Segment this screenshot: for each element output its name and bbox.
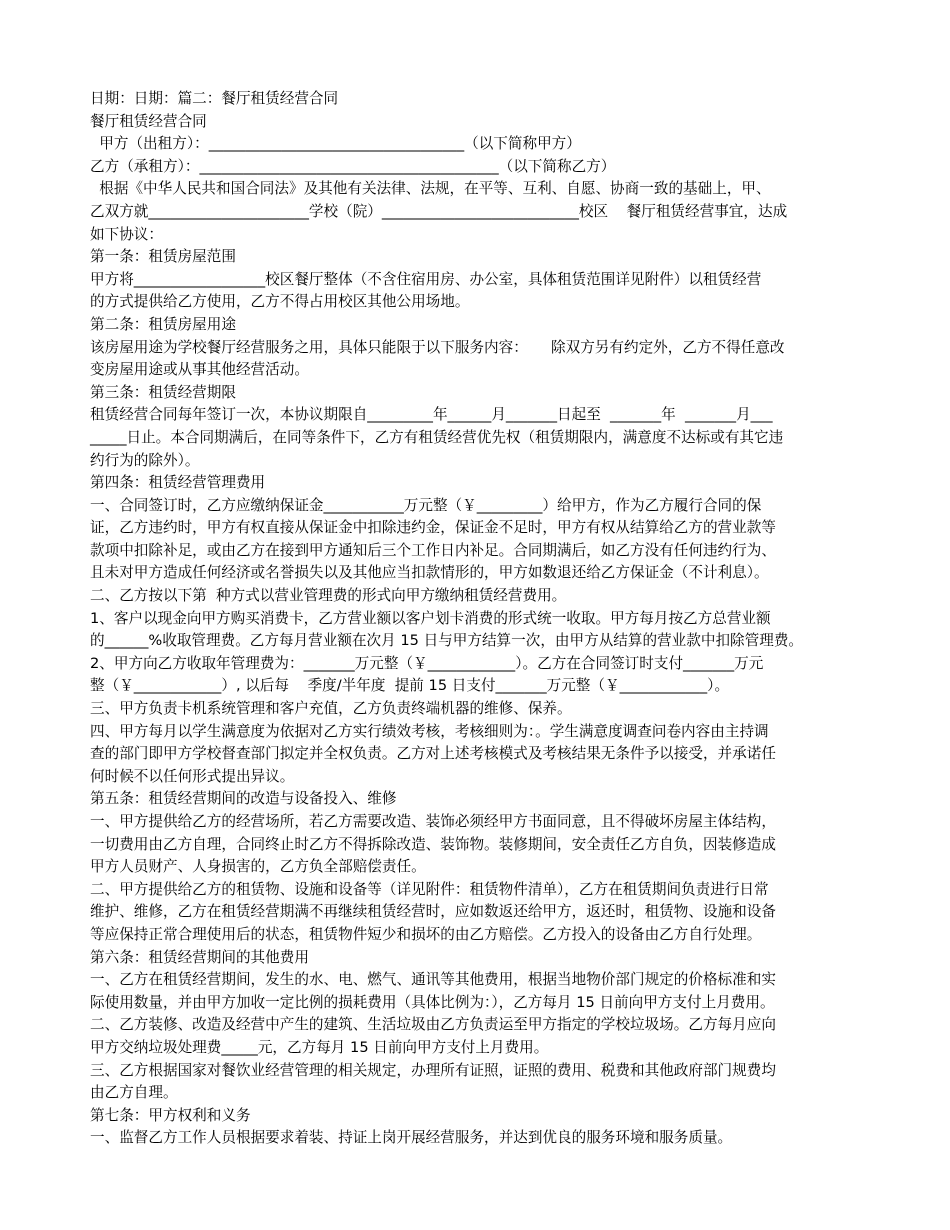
text-line: 2、甲方向乙方收取年管理费为：_______万元整（￥____________）。乙方在合同签订时支付_______万元: [90, 654, 764, 672]
text-line: 际使用数量，并由甲方加收一定比例的损耗费用（具体比例为：），乙方每月 15 日前向甲方支付上月费用。: [90, 993, 775, 1011]
text-line: 证，乙方违约时，甲方有权直接从保证金中扣除违约金，保证金不足时，甲方有权从结算给乙方的营业款等: [90, 519, 776, 537]
text-line: 查的部门即甲方学校督查部门拟定并全权负责。乙方对上述考核模式及考核结果无条件予以接受，并承诺任: [90, 745, 776, 763]
text-line: 根据《中华人民共和国合同法》及其他有关法律、法规，在平等、互利、自愿、协商一致的基础上，甲、: [90, 180, 771, 198]
text-line: 1、客户以现金向甲方购买消费卡，乙方营业额以客户划卡消费的形式统一收取。甲方每月按乙方总营业额: [90, 609, 771, 627]
text-line: 租赁经营合同每年签订一次，本协议期限自_________年______月_______日起至 _______年 _______月___: [90, 406, 773, 424]
text-line: 日期：日期：篇二：餐厅租赁经营合同: [90, 90, 339, 107]
text-line: 二、乙方装修、改造及经营中产生的建筑、生活垃圾由乙方负责运至甲方指定的学校垃圾场。乙方每月应向: [90, 1016, 776, 1034]
text-line: 一、监督乙方工作人员根据要求着装、持证上岗开展经营服务，并达到优良的服务环境和服务质量。: [90, 1129, 733, 1147]
section-heading: 第五条：租赁经营期间的改造与设备投入、维修: [90, 790, 397, 808]
text-line: 如下协议：: [90, 225, 163, 243]
text-line: 等应保持正常合理使用后的状态，租赁物件短少和损坏的由乙方赔偿。乙方投入的设备由乙方自行处理。: [90, 925, 762, 943]
text-line: 该房屋用途为学校餐厅经营服务之用，具体只能限于以下服务内容： 除双方另有约定外，乙方不得任意改: [90, 338, 785, 356]
section-heading: 第四条：租赁经营管理费用: [90, 474, 266, 492]
text-line: 甲方将__________________校区餐厅整体（不含住宿用房、办公室，具体租赁范围详见附件）以租赁经营: [90, 270, 762, 288]
text-line: 一、乙方在租赁经营期间，发生的水、电、燃气、通讯等其他费用，根据当地物价部门规定的价格标准和实: [90, 971, 776, 989]
text-line: _____日止。本合同期满后，在同等条件下，乙方有租赁经营优先权（租赁期限内，满意度不达标或有其它违: [90, 428, 784, 446]
contract-document: [90, 88, 865, 1150]
text-line: 的______%收取管理费。乙方每月营业额在次月 15 日与甲方结算一次，由甲方从结算的营业款中扣除管理费。: [90, 632, 804, 650]
text-line: 四、甲方每月以学生满意度为依据对乙方实行绩效考核，考核细则为：。学生满意度调查问卷内容由主持调: [90, 722, 769, 740]
text-line: 甲方（出租方）：___________________________________（以下简称甲方）: [90, 135, 581, 153]
text-line: 整（￥____________）, 以后每 季度/半年度 提前 15 日支付_______万元整（￥____________）。: [90, 677, 730, 695]
text-line: 一切费用由乙方自理，合同终止时乙方不得拆除改造、装饰物。装修期间，安全责任乙方自负，因装修造成: [90, 835, 776, 853]
text-line: 约行为的除外）。: [90, 451, 200, 469]
text-line: 且未对甲方造成任何经济或名誉损失以及其他应当扣款情形的，甲方如数退还给乙方保证金（不计利息）。: [90, 564, 769, 582]
text-line: 维护、维修，乙方在租赁经营期满不再继续租赁经营时，应如数返还给甲方，返还时，租赁物、设施和设备: [90, 903, 776, 921]
section-heading: 第二条：租赁房屋用途: [90, 315, 236, 333]
section-heading: 第一条：租赁房屋范围: [90, 248, 236, 266]
text-line: 款项中扣除补足，或由乙方在接到甲方通知后三个工作日内补足。合同期满后，如乙方没有任何违约行为、: [90, 541, 776, 559]
text-line: 二、乙方按以下第 种方式以营业管理费的形式向甲方缴纳租赁经营费用。: [90, 587, 567, 605]
text-line: 二、甲方提供给乙方的租赁物、设施和设备等（详见附件：租赁物件清单），乙方在租赁期间负责进行日常: [90, 880, 769, 898]
text-line: 变房屋用途或从事其他经营活动。: [90, 361, 309, 379]
text-line: 何时候不以任何形式提出异议。: [90, 767, 295, 785]
text-line: 乙方（承租方）：_________________________________________（以下简称乙方）: [90, 157, 616, 175]
text-line: 由乙方自理。: [90, 1084, 178, 1102]
section-heading: 第三条：租赁经营期限: [90, 383, 236, 401]
text-line: 甲方交纳垃圾处理费_____元，乙方每月 15 日前向甲方支付上月费用。: [90, 1038, 549, 1056]
text-line: 餐厅租赁经营合同: [90, 112, 207, 130]
text-line: 甲方人员财产、人身损害的，乙方负全部赔偿责任。: [90, 858, 426, 876]
text-line: 三、乙方根据国家对餐饮业经营管理的相关规定，办理所有证照，证照的费用、税费和其他政府部门规费均: [90, 1061, 776, 1079]
text-line: 一、合同签订时，乙方应缴纳保证金___________万元整（￥_________）给甲方，作为乙方履行合同的保: [90, 496, 762, 514]
section-heading: 第七条：甲方权利和义务: [90, 1106, 251, 1124]
text-line: 乙双方就______________________学校（院）___________________________校区 餐厅租赁经营事宜，达成: [90, 202, 788, 220]
section-heading: 第六条：租赁经营期间的其他费用: [90, 948, 309, 966]
text-line: 的方式提供给乙方使用，乙方不得占用校区其他公用场地。: [90, 293, 470, 311]
text-line: 一、甲方提供给乙方的经营场所，若乙方需要改造、装饰必须经甲方书面同意，且不得破坏房屋主体结构，: [90, 813, 776, 830]
text-line: 三、甲方负责卡机系统管理和客户充值，乙方负责终端机器的维修、保养。: [90, 700, 572, 718]
